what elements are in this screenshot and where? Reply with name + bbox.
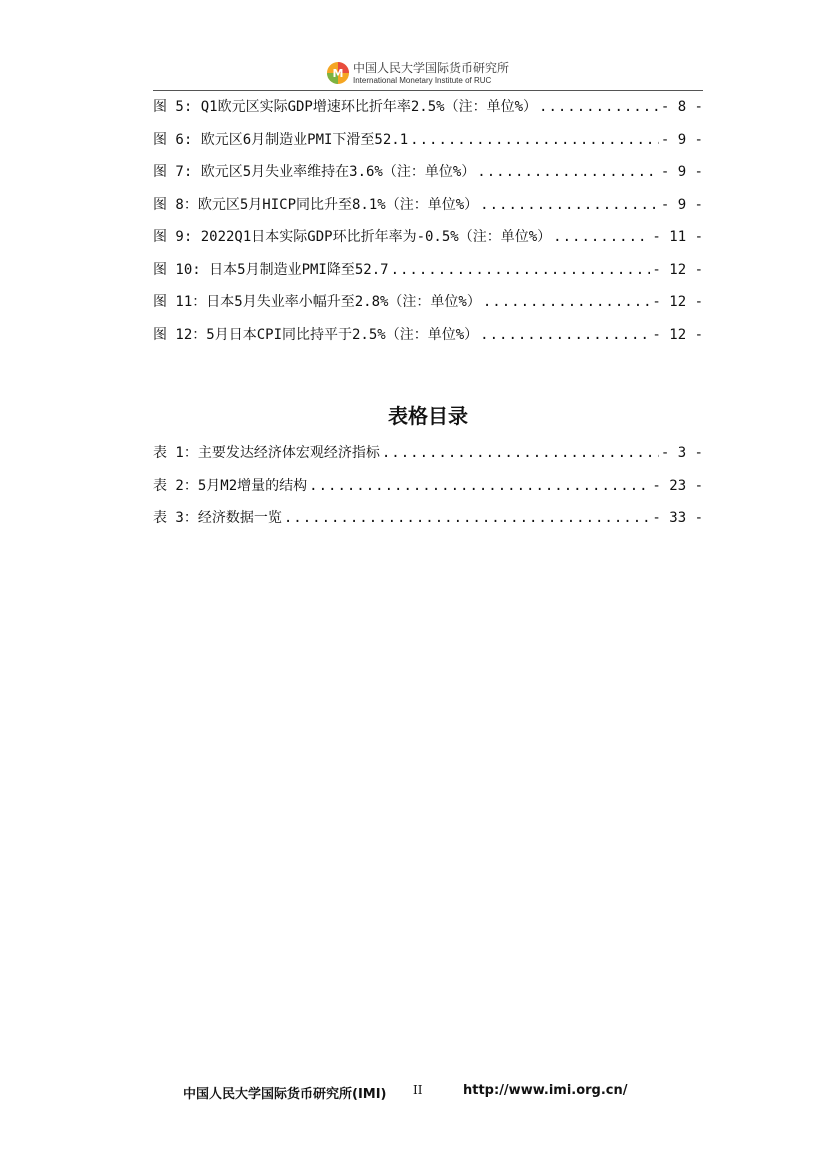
table-list-title: 表格目录	[388, 404, 468, 428]
toc-entry-label: 表 2：5月M2增量的结构	[153, 477, 308, 494]
toc-entry[interactable]	[153, 129, 703, 162]
toc-entry[interactable]	[153, 259, 703, 292]
toc-entry-label: 图 12：5月日本CPI同比持平于2.5%（注：单位%）	[153, 326, 479, 343]
toc-leader-dots	[382, 445, 659, 461]
toc-entry-page: - 9 -	[660, 131, 703, 148]
toc-leader-dots	[480, 327, 650, 343]
toc-leader-dots	[391, 262, 651, 278]
toc-entry-page: - 3 -	[660, 445, 703, 461]
toc-entry-label: 图 11：日本5月失业率小幅升至2.8%（注：单位%）	[153, 294, 481, 310]
toc-entry-page: - 12 -	[652, 261, 703, 278]
toc-leader-dots	[410, 132, 659, 148]
toc-entry[interactable]	[153, 324, 703, 357]
toc-entry[interactable]	[153, 194, 703, 227]
toc-leader-dots	[483, 294, 651, 310]
toc-leader-dots	[477, 164, 659, 180]
toc-entry-label: 图 5: Q1欧元区实际GDP增速环比折年率2.5%（注：单位%）	[153, 99, 538, 115]
page-footer	[0, 1083, 827, 1103]
toc-entry-page: - 23 -	[652, 477, 703, 494]
toc-entry-label: 表 1：主要发达经济体宏观经济指标	[153, 445, 380, 461]
table-list	[153, 442, 703, 540]
footer-institute: 中国人民大学国际货币研究所(IMI)	[183, 1087, 387, 1102]
toc-entry-label: 图 10: 日本5月制造业PMI降至52.7	[153, 261, 389, 278]
footer-url-link[interactable]: http://www.imi.org.cn/	[463, 1083, 628, 1098]
footer-page-number: II	[413, 1083, 423, 1097]
toc-entry[interactable]	[153, 442, 703, 475]
toc-entry-page: - 12 -	[652, 326, 703, 343]
toc-entry[interactable]	[153, 161, 703, 194]
toc-entry-label: 图 7: 欧元区5月失业率维持在3.6%（注：单位%）	[153, 164, 476, 180]
toc-entry-page: - 33 -	[652, 510, 703, 526]
toc-leader-dots	[309, 478, 650, 494]
page-header	[153, 58, 703, 91]
figure-list	[153, 96, 703, 356]
toc-leader-dots	[539, 99, 659, 115]
toc-entry-page: - 11 -	[652, 229, 703, 245]
toc-entry[interactable]	[153, 291, 703, 324]
toc-entry[interactable]	[153, 226, 703, 259]
header-institute-en: International Monetary Institute of RUC	[353, 76, 492, 85]
toc-entry-label: 图 6: 欧元区6月制造业PMI下滑至52.1	[153, 131, 409, 148]
imi-logo-icon	[326, 61, 350, 85]
toc-entry-label: 图 8：欧元区5月HICP同比升至8.1%（注：单位%）	[153, 196, 479, 213]
toc-entry[interactable]	[153, 507, 703, 540]
svg-text:M: M	[332, 67, 344, 80]
toc-entry[interactable]	[153, 475, 703, 508]
toc-leader-dots	[553, 229, 650, 245]
toc-leader-dots	[284, 510, 651, 526]
toc-entry-page: - 8 -	[660, 99, 703, 115]
toc-leader-dots	[480, 197, 659, 213]
toc-entry[interactable]	[153, 96, 703, 129]
header-institute-cn: 中国人民大学国际货币研究所	[353, 61, 510, 75]
toc-entry-page: - 9 -	[660, 164, 703, 180]
toc-entry-label: 图 9: 2022Q1日本实际GDP环比折年率为-0.5%（注：单位%）	[153, 229, 552, 245]
toc-entry-page: - 9 -	[660, 196, 703, 213]
toc-entry-label: 表 3：经济数据一览	[153, 510, 282, 526]
toc-entry-page: - 12 -	[652, 294, 703, 310]
